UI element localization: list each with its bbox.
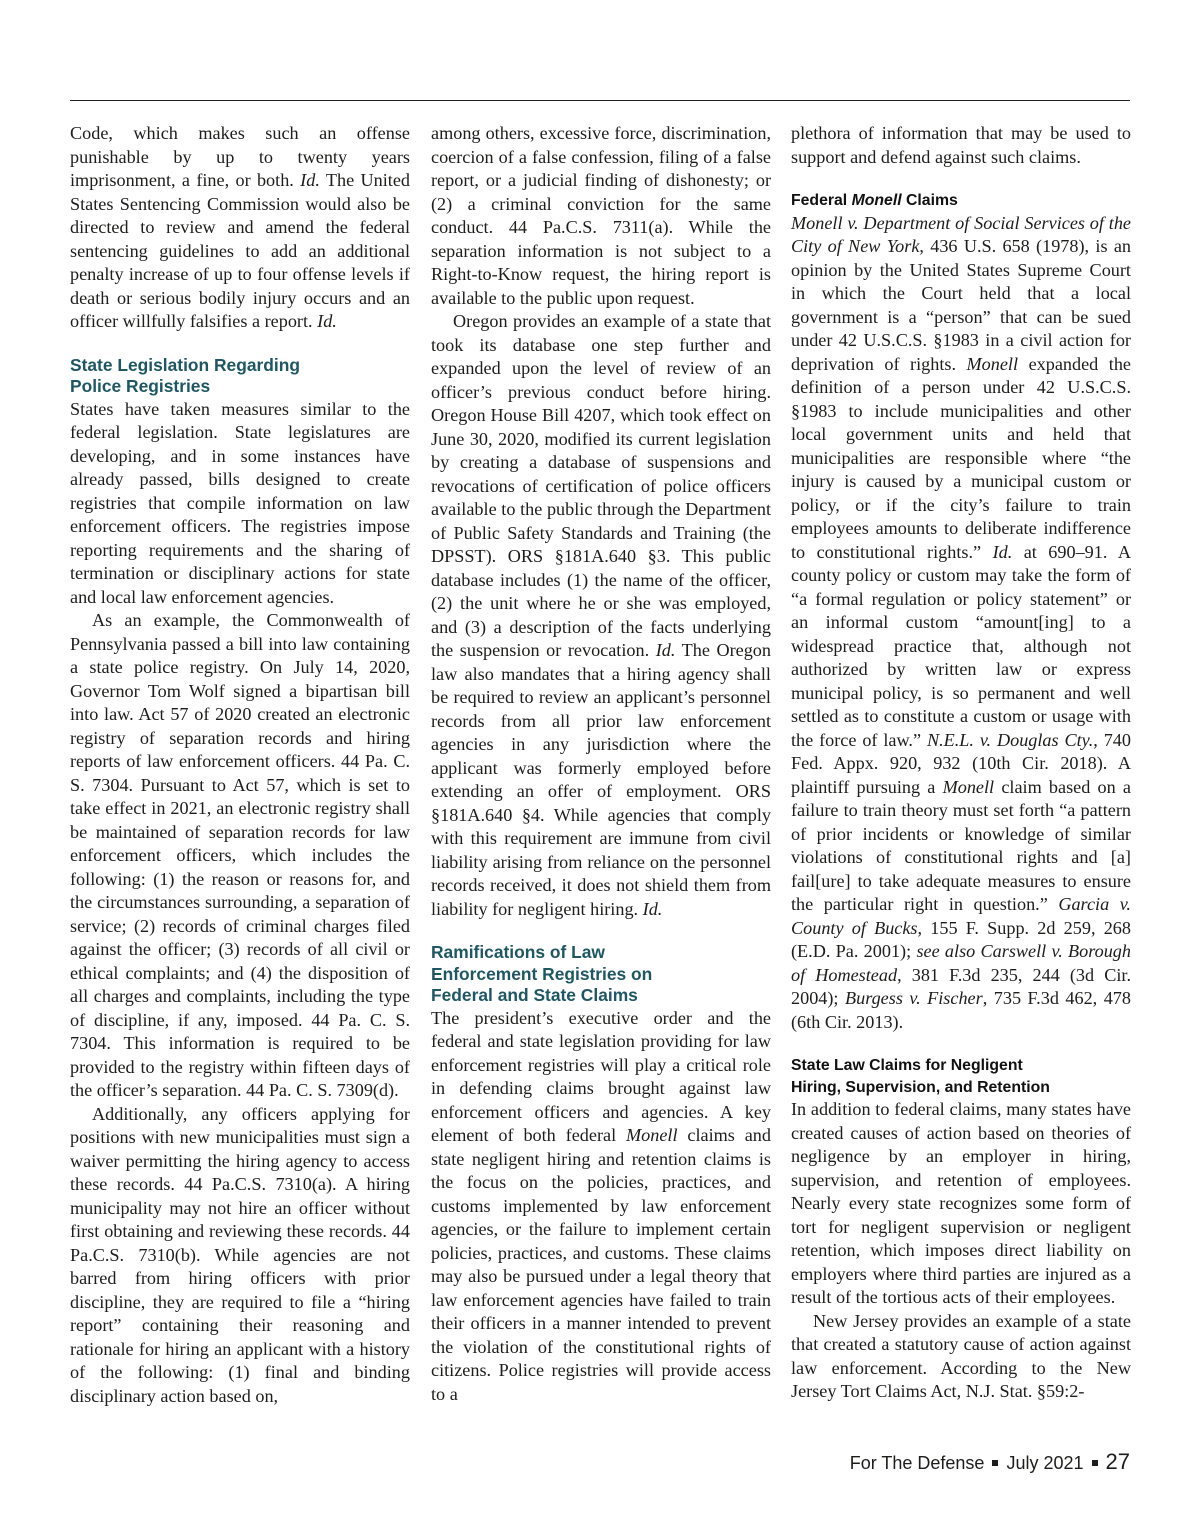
italic-citation: Monell [851,192,902,209]
paragraph: As an example, the Commonwealth of Pennsylvania passed a bill into law containing a state police registry. On July 14, 2020, Governor Tom Wolf signed a bipartisan bill into law. Act 57 of 2020 created an electronic registry of separation records and hiring reports of law enforcement officers. 44 Pa. C. S. 7304. Pursuant to Act 57, which is set to take effect in 2021, an electronic registry shall be maintained of separation records for law enforcement officers, which includes the following: (1) the reason or reasons for, and the circumstances surrounding, a separation of service; (2) records of criminal charges filed against the officer; (3) records of all civil or ethical complaints; and (4) the disposition of all charges and complaints, including the type of discipline, if any, imposed. 44 Pa. C. S. 7304. This information is required to be provided to the registry within fifteen days of the officer’s separation. 44 Pa. C. S. 7309(d). [70,610,410,1100]
paragraph: In addition to federal claims, many states have created causes of action based on theories of negligence by an employer in hiring, supervision, and retention of employees. Nearly every state recognizes some form of tort for negligent supervision or negligent retention, which imposes direct liability on employers where third parties are injured as a result of the tortious acts of their employees. [791,1099,1131,1307]
paragraph: Monell v. Department of Social Services of the City of New York, 436 U.S. 658 (1978), is an opinion by the United States Supreme Court in which the Court held that a local government is a “person” that can be sued under 42 U.S.C.S. §1983 in a civil action for deprivation of rights. Monell expanded the definition of a person under 42 U.S.C.S. §1983 to include municipalities and other local government units and held that municipalities are responsible where “the injury is caused by a municipal custom or policy, or if the city’s failure to train employees amounts to deliberate indifference to constitutional rights.” Id. at 690–91. A county policy or custom may take the form of “a formal regulation or policy statement” or an informal custom “amount[ing] to a widespread practice that, although not authorized by written law or express municipal policy, is so permanent and well settled as to constitute a custom or usage with the force of law.” N.E.L. v. Douglas Cty., 740 Fed. Appx. 920, 932 (10th Cir. 2018). A plaintiff pursuing a Monell claim based on a failure to train theory must set forth “a pattern of prior incidents or knowledge of similar violations of constitutional rights and [a] fail[ure] to take adequate measures to ensure the particular right in question.” Garcia v. County of Bucks, 155 F. Supp. 2d 259, 268 (E.D. Pa. 2001); see also Carswell v. Borough of Homestead, 381 F.3d 235, 244 (3d Cir. 2004); Burgess v. Fischer, 735 F.3d 462, 478 (6th Cir. 2013). [791,212,1131,1032]
italic-citation: Id. [655,640,676,660]
header-rule [70,100,1130,101]
publication-name: For The Defense [849,1453,985,1473]
italic-citation: Burgess v. Fischer [844,988,983,1008]
italic-citation: Id. [317,311,337,331]
column-2 [431,122,771,1406]
paragraph: among others, excessive force, discrimination, coercion of a false confession, filing of a false report, or a judicial finding of dishonesty; or (2) a criminal conviction for the same conduct. 44 Pa.C.S. 7311(a). While the separation information is not subject to a Right-to-Know request, the hiring report is available to the public upon request. [431,123,771,308]
italic-citation: N.E.L. v. Douglas Cty. [926,729,1094,750]
paragraph: States have taken measures similar to the federal legislation. State legislatures are developing, and in some instances have already passed, bills designed to create registries that compile information on law enforcement officers. The registries impose reporting requirements and the sharing of termination or disciplinary actions for state and local law enforcement agencies. [70,398,410,607]
italic-citation: Monell [942,776,995,797]
italic-citation: Monell [966,353,1019,374]
italic-citation: Monell [626,1125,678,1145]
italic-citation: Monell v. Department of Social Services of the City of New York [791,212,1131,256]
italic-citation: Id. [642,898,663,919]
paragraph: New Jersey provides an example of a state that created a statutory cause of action against law enforcement. According to the New Jersey Tort Claims Act, N.J. Stat. §59:2- [791,1310,1131,1401]
page-number: 27 [1105,1449,1130,1474]
section-heading: State Legislation Regarding Police Registries [70,354,300,396]
paragraph: plethora of information that may be used to support and defend against such claims. [791,123,1131,167]
paragraph: The president’s executive order and the federal and state legislation providing for law enforcement registries will play a critical role in defending claims brought against law enforcement officers and agencies. A key element of both federal Monell claims and state negligent hiring and retention claims is the focus on the policies, practices, and customs implemented by law enforcement agencies, or the failure to implement certain policies, practices, and customs. These claims may also be pursued under a legal theory that law enforcement agencies have failed to train their officers in a manner intended to prevent the violation of the constitutional rights of citizens. Police registries will provide access to a [431,1007,771,1404]
section-heading: State Law Claims for Negligent Hiring, Supervision, and Retention [791,1057,1050,1096]
italic-citation: see also Carswell v. Borough of Homestead [791,941,1131,985]
column-3 [791,122,1131,1404]
column-1 [70,122,410,1408]
paragraph: Additionally, any officers applying for positions with new municipalities must sign a waiver permitting the hiring agency to access these records. 44 Pa.C.S. 7310(a). A hiring municipality may not hire an officer without first obtaining and reviewing these records. 44 Pa.C.S. 7310(b). While agencies are not barred from hiring officers with prior discipline, they are required to file a “hiring report” containing their reasoning and rationale for hiring an applicant with a history of the following: (1) final and binding disciplinary action based on, [70,1103,410,1406]
issue-date: July 2021 [1006,1453,1084,1473]
bullet-separator [1092,1460,1098,1466]
italic-citation: Id. [300,170,320,190]
italic-citation: Id. [992,541,1013,562]
italic-citation: Garcia v. County of Bucks [791,894,1131,938]
paragraph: Oregon provides an example of a state that took its database one step further and expanded upon the level of review of an officer’s previous conduct before hiring. Oregon House Bill 4207, which took effect on June 30, 2020, modified its current legislation by creating a database of suspensions and revocations of certification of police officers available to the public through the Department of Public Safety Standards and Training (the DPSST). ORS §181A.640 §3. This public database includes (1) the name of the officer, (2) the unit where he or she was employed, and (3) a description of the facts underlying the suspension or revocation. Id. The Oregon law also mandates that a hiring agency shall be required to review an applicant’s personnel records from all prior law enforcement agencies in any jurisdiction where the applicant was formerly employed before extending an offer of employment. ORS §181A.640 §4. While agencies that comply with this requirement are immune from civil liability arising from reliance on the personnel records received, it does not shield them from liability for negligent hiring. Id. [431,311,771,919]
bullet-separator [992,1460,998,1466]
paragraph: Code, which makes such an offense punishable by up to twenty years imprisonment, a fine, or both. Id. The United States Sentencing Commission would also be directed to review and amend the federal sentencing guidelines to add an additional penalty increase of up to four offense levels if death or serious bodily injury occurs and an officer willfully falsifies a report. Id. [70,123,410,331]
section-heading: Federal Monell Claims [791,192,958,209]
section-heading: Ramifications of Law Enforcement Registries on Federal and State Claims [431,942,653,1005]
page-footer [850,1449,1130,1475]
